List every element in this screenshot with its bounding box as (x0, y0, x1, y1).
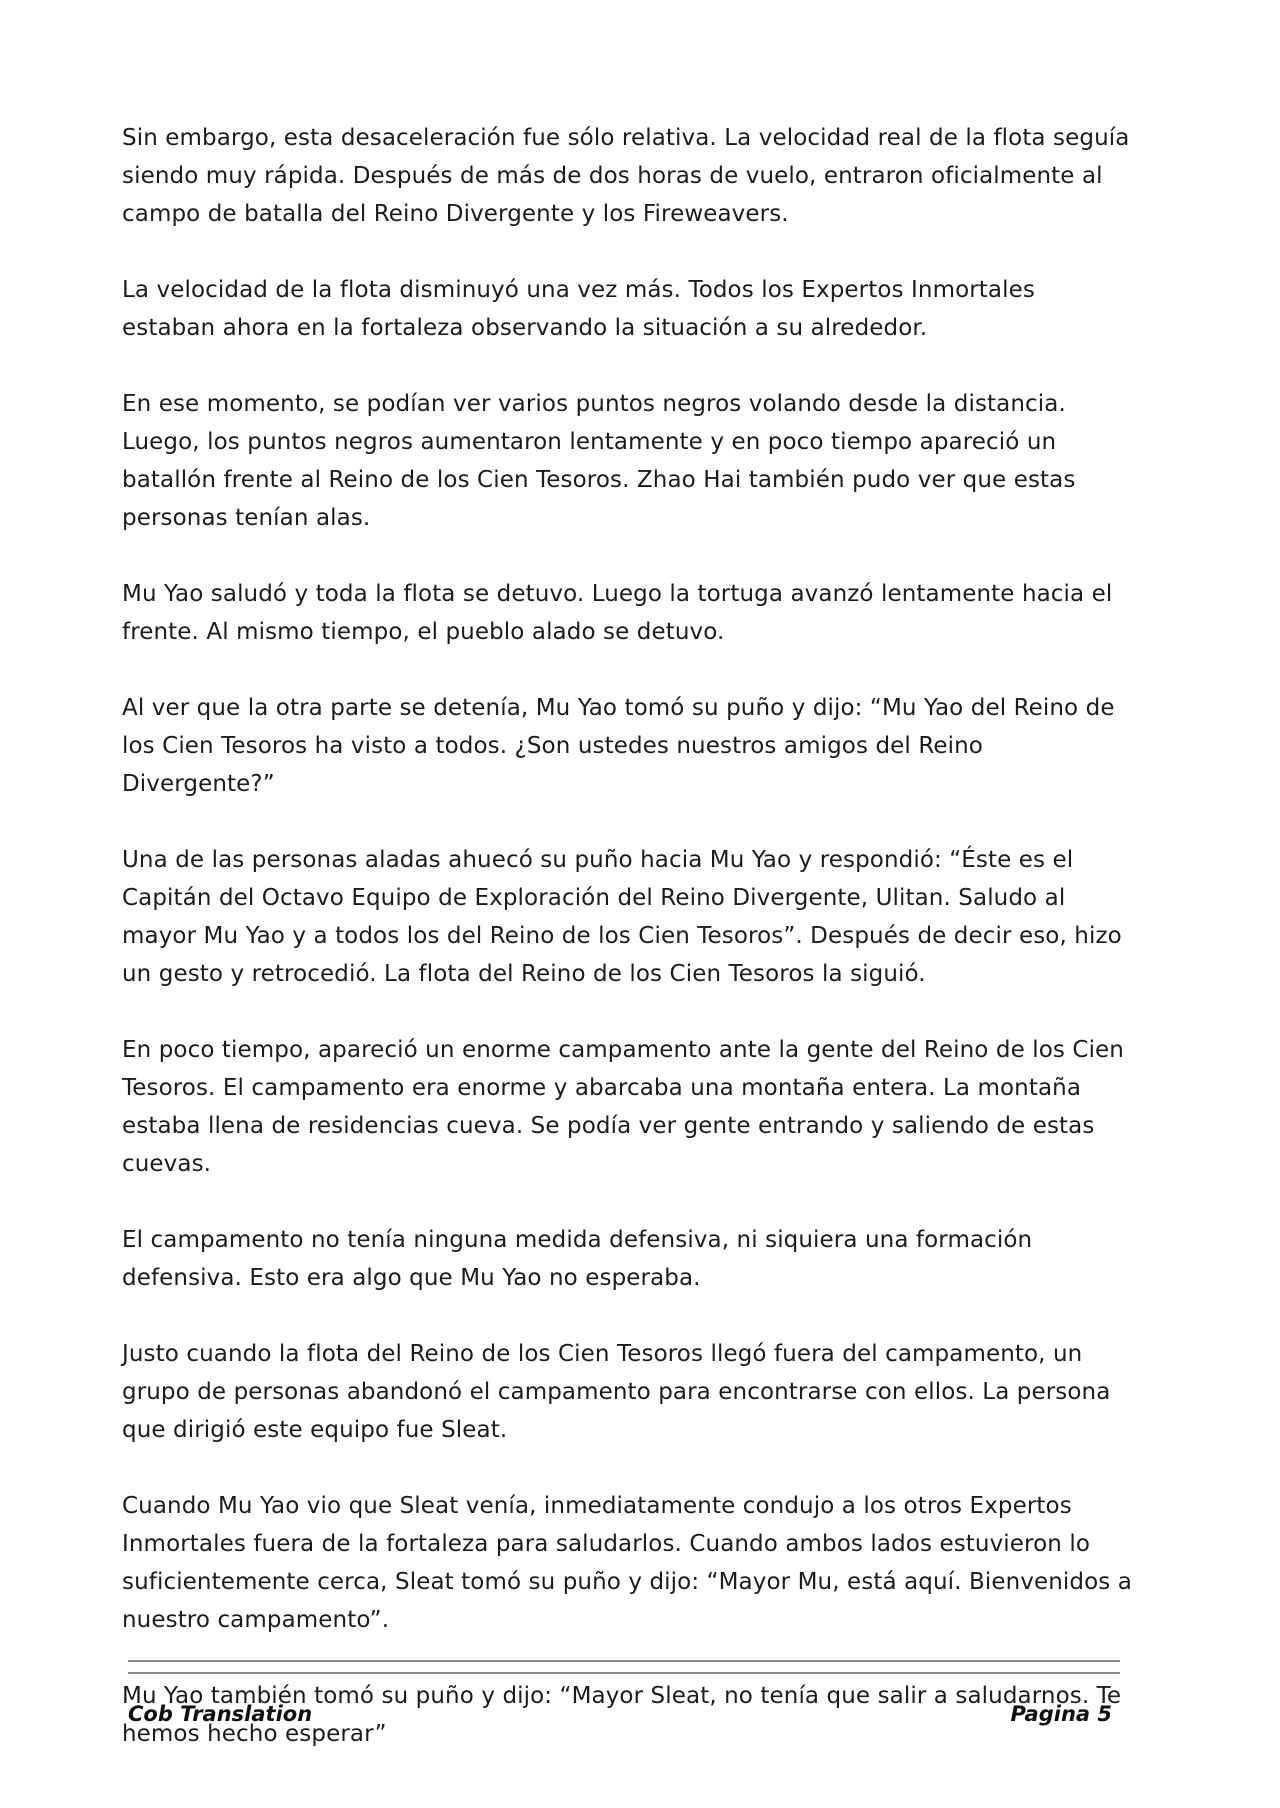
paragraph: El campamento no tenía ninguna medida defensiva, ni siquiera una formación defensiva. Esto era algo que Mu Yao no esperaba. (122, 1227, 1033, 1291)
paragraph: La velocidad de la flota disminuyó una vez más. Todos los Expertos Inmortales estaban ahora en la fortaleza observando la situación a su alrededor. (122, 277, 1035, 341)
footer-divider-bottom (128, 1672, 1120, 1674)
paragraph: Una de las personas aladas ahuecó su puño hacia Mu Yao y respondió: “Éste es el Capitán del Octavo Equipo de Exploración del Reino Divergente, Ulitan. Saludo al mayor Mu Yao y a todos los del Reino de los Cien Tesoros”. Después de decir eso, hizo un gesto y retrocedió. La flota del Reino de los Cien Tesoros la siguió. (122, 847, 1122, 987)
paragraph: Sin embargo, esta desaceleración fue sólo relativa. La velocidad real de la flota seguía siendo muy rápida. Después de más de dos horas de vuelo, entraron oficialmente al campo de batalla del Reino Divergente y los Fireweavers. (122, 125, 1130, 227)
page-number: Pagina 5 (1010, 1702, 1112, 1726)
footer-credit: Cob Translation (128, 1702, 313, 1726)
paragraph: Al ver que la otra parte se detenía, Mu Yao tomó su puño y dijo: “Mu Yao del Reino de los Cien Tesoros ha visto a todos. ¿Son ustedes nuestros amigos del Reino Divergente?” (122, 695, 1115, 797)
paragraph: En poco tiempo, apareció un enorme campamento ante la gente del Reino de los Cien Tesoros. El campamento era enorme y abarcaba una montaña entera. La montaña estaba llena de residencias cueva. Se podía ver gente entrando y saliendo de estas cuevas. (122, 1037, 1124, 1177)
paragraph: Cuando Mu Yao vio que Sleat venía, inmediatamente condujo a los otros Expertos Inmortales fuera de la fortaleza para saludarlos. Cuando ambos lados estuvieron lo suficientemente cerca, Sleat tomó su puño y dijo: “Mayor Mu, está aquí. Bienvenidos a nuestro campamento”. (122, 1493, 1132, 1633)
paragraph: Mu Yao saludó y toda la flota se detuvo. Luego la tortuga avanzó lentamente hacia el frente. Al mismo tiempo, el pueblo alado se detuvo. (122, 581, 1113, 645)
paragraph: Justo cuando la flota del Reino de los Cien Tesoros llegó fuera del campamento, un grupo de personas abandonó el campamento para encontrarse con ellos. La persona que dirigió este equipo fue Sleat. (122, 1341, 1111, 1443)
document-body (122, 119, 1132, 1753)
footer-divider-top (128, 1660, 1120, 1662)
paragraph: En ese momento, se podían ver varios puntos negros volando desde la distancia. Luego, los puntos negros aumentaron lentamente y en poco tiempo apareció un batallón frente al Reino de los Cien Tesoros. Zhao Hai también pudo ver que estas personas tenían alas. (122, 391, 1076, 531)
paragraph: Mu Yao también tomó su puño y dijo: “Mayor Sleat, no tenía que salir a saludarnos. Te hemos hecho esperar” (122, 1683, 1122, 1747)
